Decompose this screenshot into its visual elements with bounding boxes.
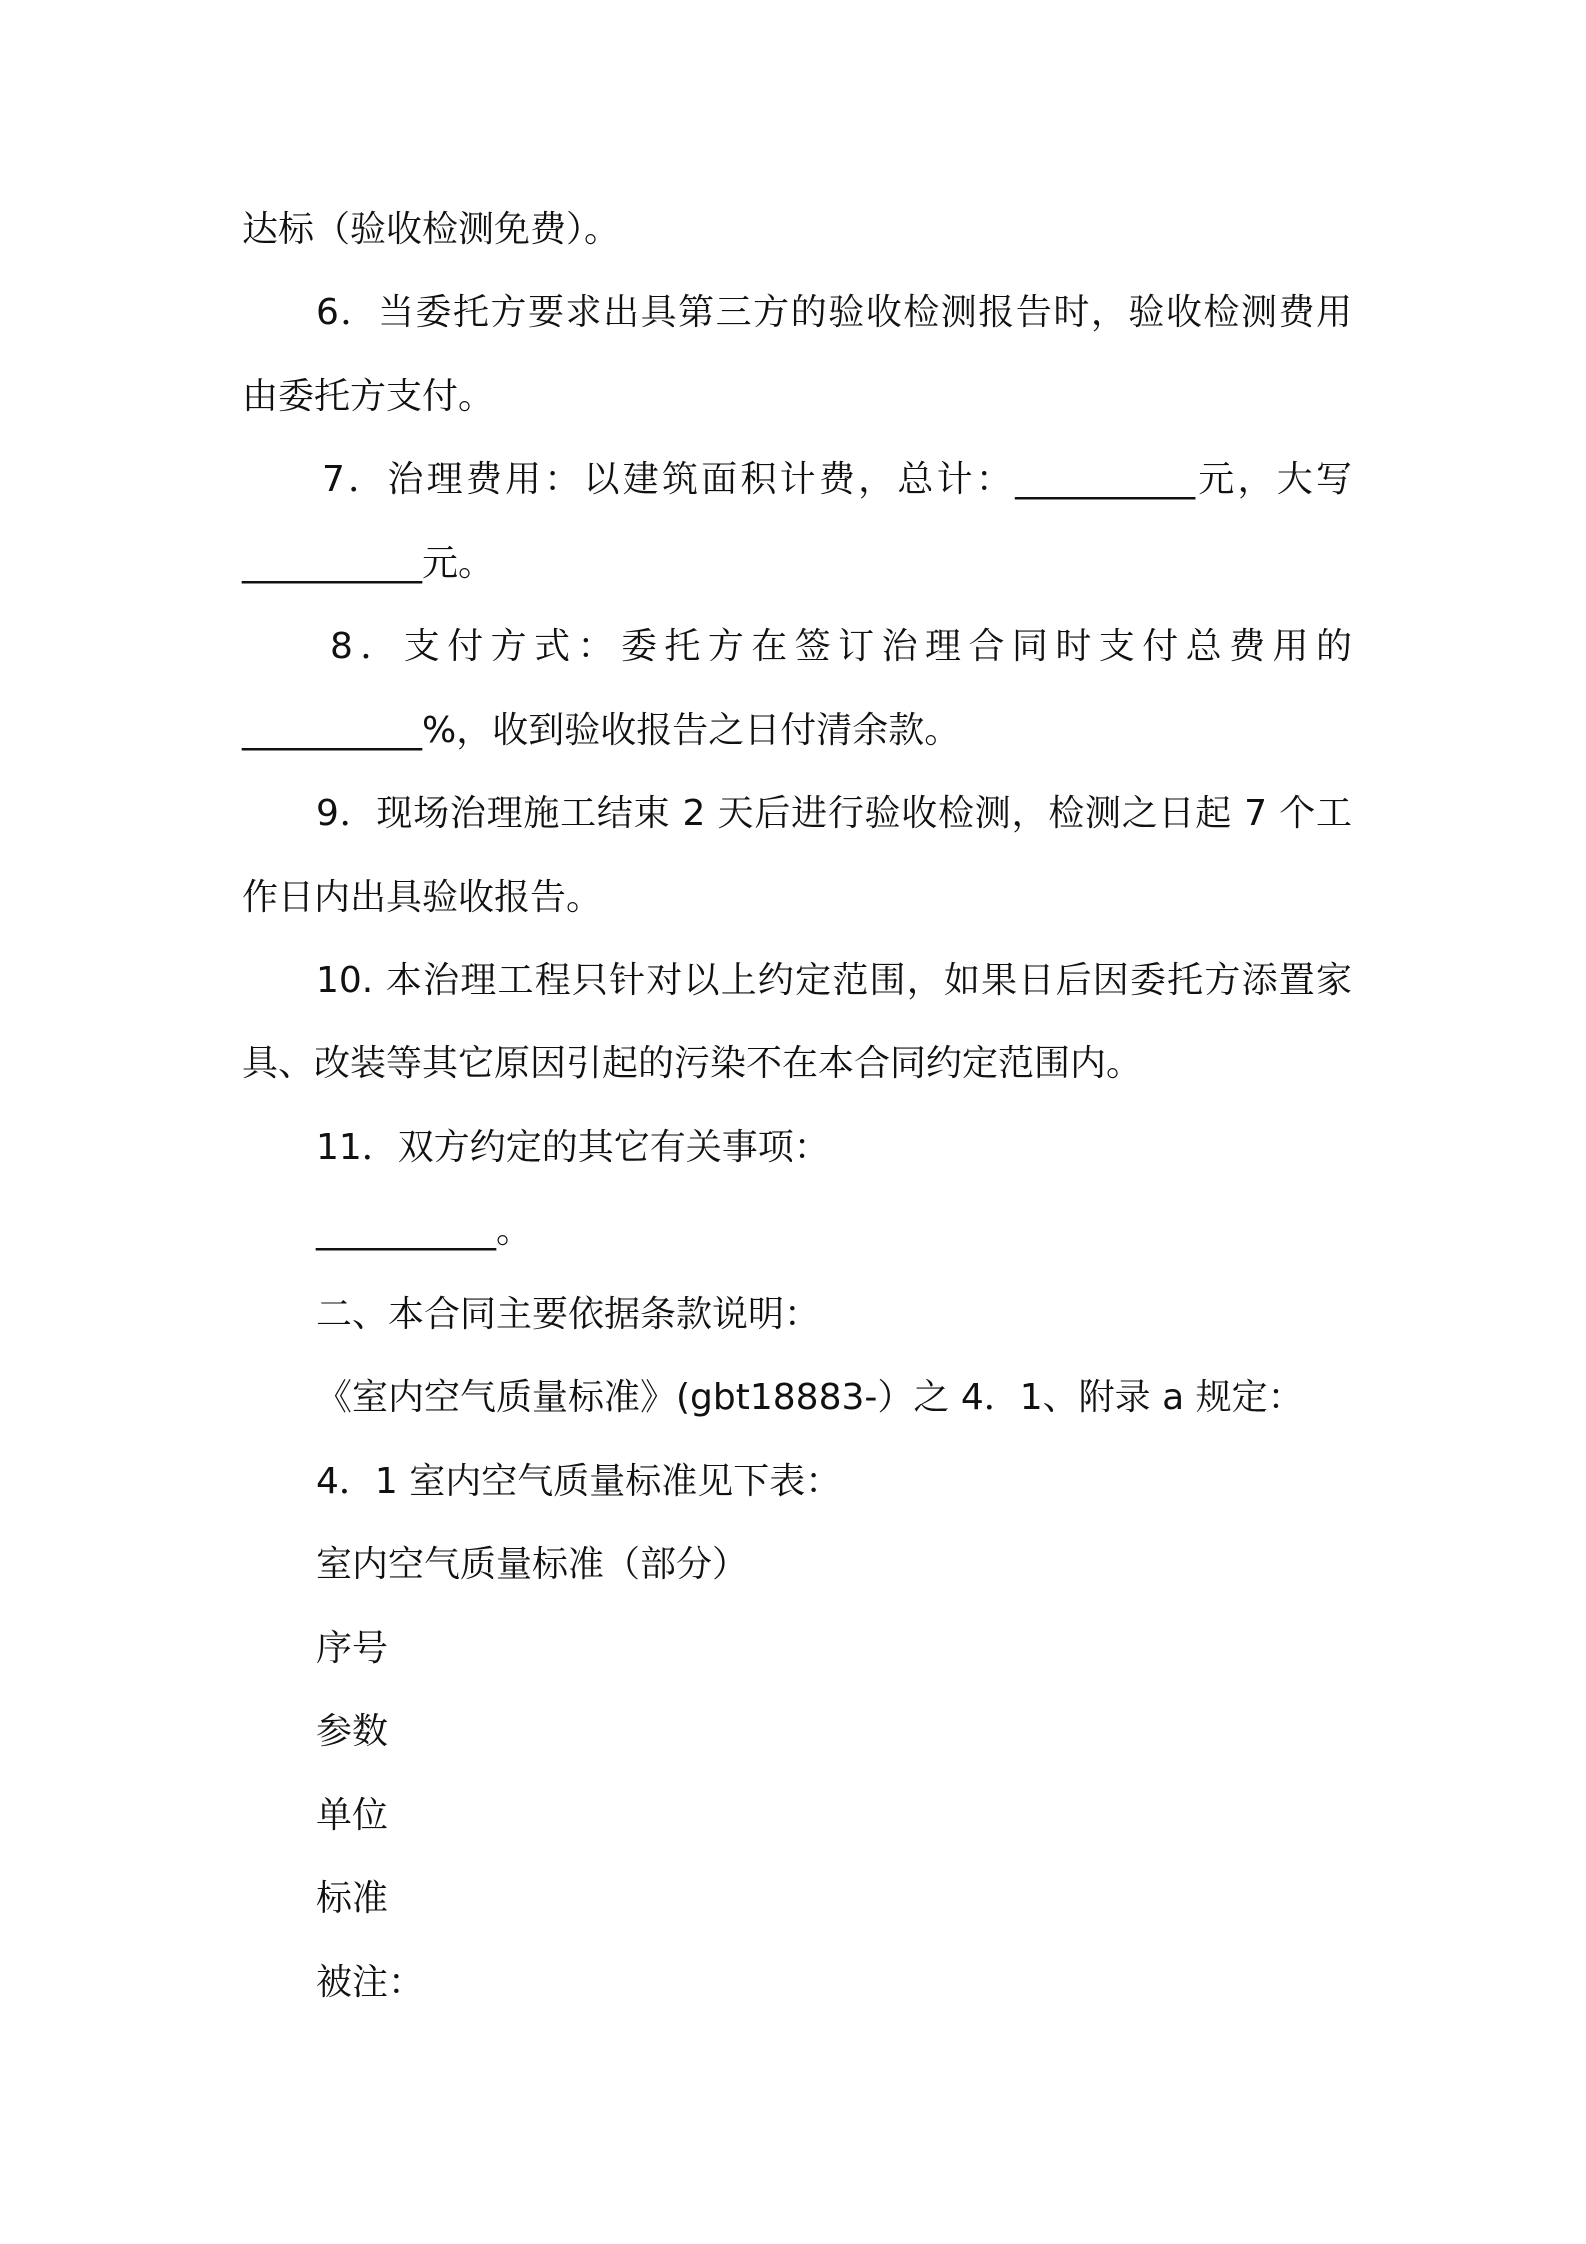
table-header-unit: 单位	[316, 1795, 389, 1836]
text-line-1: 达标（验收检测免费）。	[242, 209, 621, 250]
standard-subsection: 4．1 室内空气质量标准见下表：	[316, 1461, 842, 1502]
table-header-note: 被注：	[316, 1962, 425, 2003]
clause-8-line-1: 8．支付方式：委托方在签订治理合同时支付总费用的	[330, 626, 1352, 667]
clause-9-line-2: 作日内出具验收报告。	[242, 877, 603, 918]
table-header-number: 序号	[316, 1628, 389, 1669]
section-2-heading: 二、本合同主要依据条款说明：	[316, 1294, 821, 1335]
standard-reference: 《室内空气质量标准》(gbt18883-）之 4．1、附录 a 规定：	[316, 1377, 1304, 1418]
clause-6-line-1: 6．当委托方要求出具第三方的验收检测报告时，验收检测费用	[316, 292, 1352, 333]
clause-9-line-1: 9．现场治理施工结束 2 天后进行验收检测，检测之日起 7 个工	[316, 793, 1352, 834]
clause-7-line-2: __________元。	[242, 543, 495, 584]
table-header-standard: 标准	[316, 1878, 389, 1919]
clause-7-line-1: 7．治理费用：以建筑面积计费，总计：__________元，大写	[322, 459, 1352, 500]
clause-8-line-2: __________%，收到验收报告之日付清余款。	[242, 710, 961, 751]
clause-11-line-2: __________。	[316, 1210, 533, 1251]
table-header-parameter: 参数	[316, 1711, 389, 1752]
clause-10-line-1: 10. 本治理工程只针对以上约定范围，如果日后因委托方添置家	[316, 960, 1352, 1001]
clause-6-line-2: 由委托方支付。	[242, 376, 495, 417]
clause-10-line-2: 具、改装等其它原因引起的污染不在本合同约定范围内。	[242, 1043, 1143, 1084]
clause-11-line-1: 11．双方约定的其它有关事项：	[316, 1127, 830, 1168]
table-title: 室内空气质量标准（部分）	[316, 1544, 749, 1585]
